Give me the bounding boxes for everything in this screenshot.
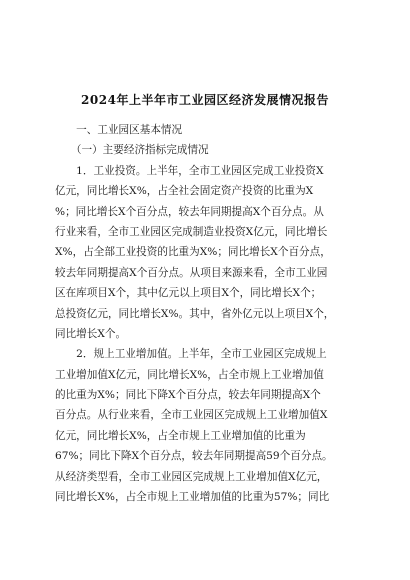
paragraph-line: 较去年同期提高X个百分点。从项目来源来看，全市工业园 — [55, 266, 328, 279]
paragraph-line: 67%；同比下降X个百分点，较去年同期提高59个百分点。 — [55, 450, 333, 463]
paragraph-line: 工业增加值X亿元，同比增长X%，占全市规上工业增加值 — [55, 368, 324, 381]
document-title: 2024年上半年市工业园区经济发展情况报告 — [81, 93, 329, 107]
paragraph-line: %；同比增长X个百分点，较去年同期提高X个百分点。从 — [55, 205, 324, 218]
subsection-heading: （一）主要经济指标完成情况 — [55, 144, 209, 157]
paragraph-line: 亿元，同比增长X%，占全社会固定资产投资的比重为X — [55, 185, 314, 198]
paragraph-line: 百分点。从行业来看，全市工业园区完成规上工业增加值X — [55, 409, 328, 422]
paragraph-line: 2．规上工业增加值。上半年，全市工业园区完成规上 — [55, 348, 327, 361]
paragraph-line: 区在库项目X个，其中亿元以上项目X个，同比增长X个； — [55, 287, 322, 300]
paragraph-line: X%，占全部工业投资的比重为X%；同比增长X个百分点， — [55, 246, 331, 259]
section-heading: 一、工业园区基本情况 — [55, 124, 183, 136]
paragraph-line: 从经济类型看，全市工业园区完成规上工业增加值X亿元， — [55, 470, 328, 483]
paragraph-line: 1．工业投资。上半年，全市工业园区完成工业投资X — [55, 164, 324, 177]
paragraph-line: 同比增长X%，占全市规上工业增加值的比重为57%；同比 — [55, 491, 330, 504]
document-body — [55, 114, 355, 507]
paragraph-line: 亿元，同比增长X%，占全市规上工业增加值的比重为 — [55, 429, 306, 442]
paragraph-line: 的比重为X%；同比下降X个百分点，较去年同期提高X个 — [55, 389, 321, 402]
paragraph-line: 同比增长X个。 — [55, 327, 127, 340]
paragraph-line: 总投资亿元，同比增长X%。其中，省外亿元以上项目X个， — [55, 307, 335, 320]
paragraph-line: 行业来看，全市工业园区完成制造业投资X亿元，同比增长 — [55, 225, 328, 238]
